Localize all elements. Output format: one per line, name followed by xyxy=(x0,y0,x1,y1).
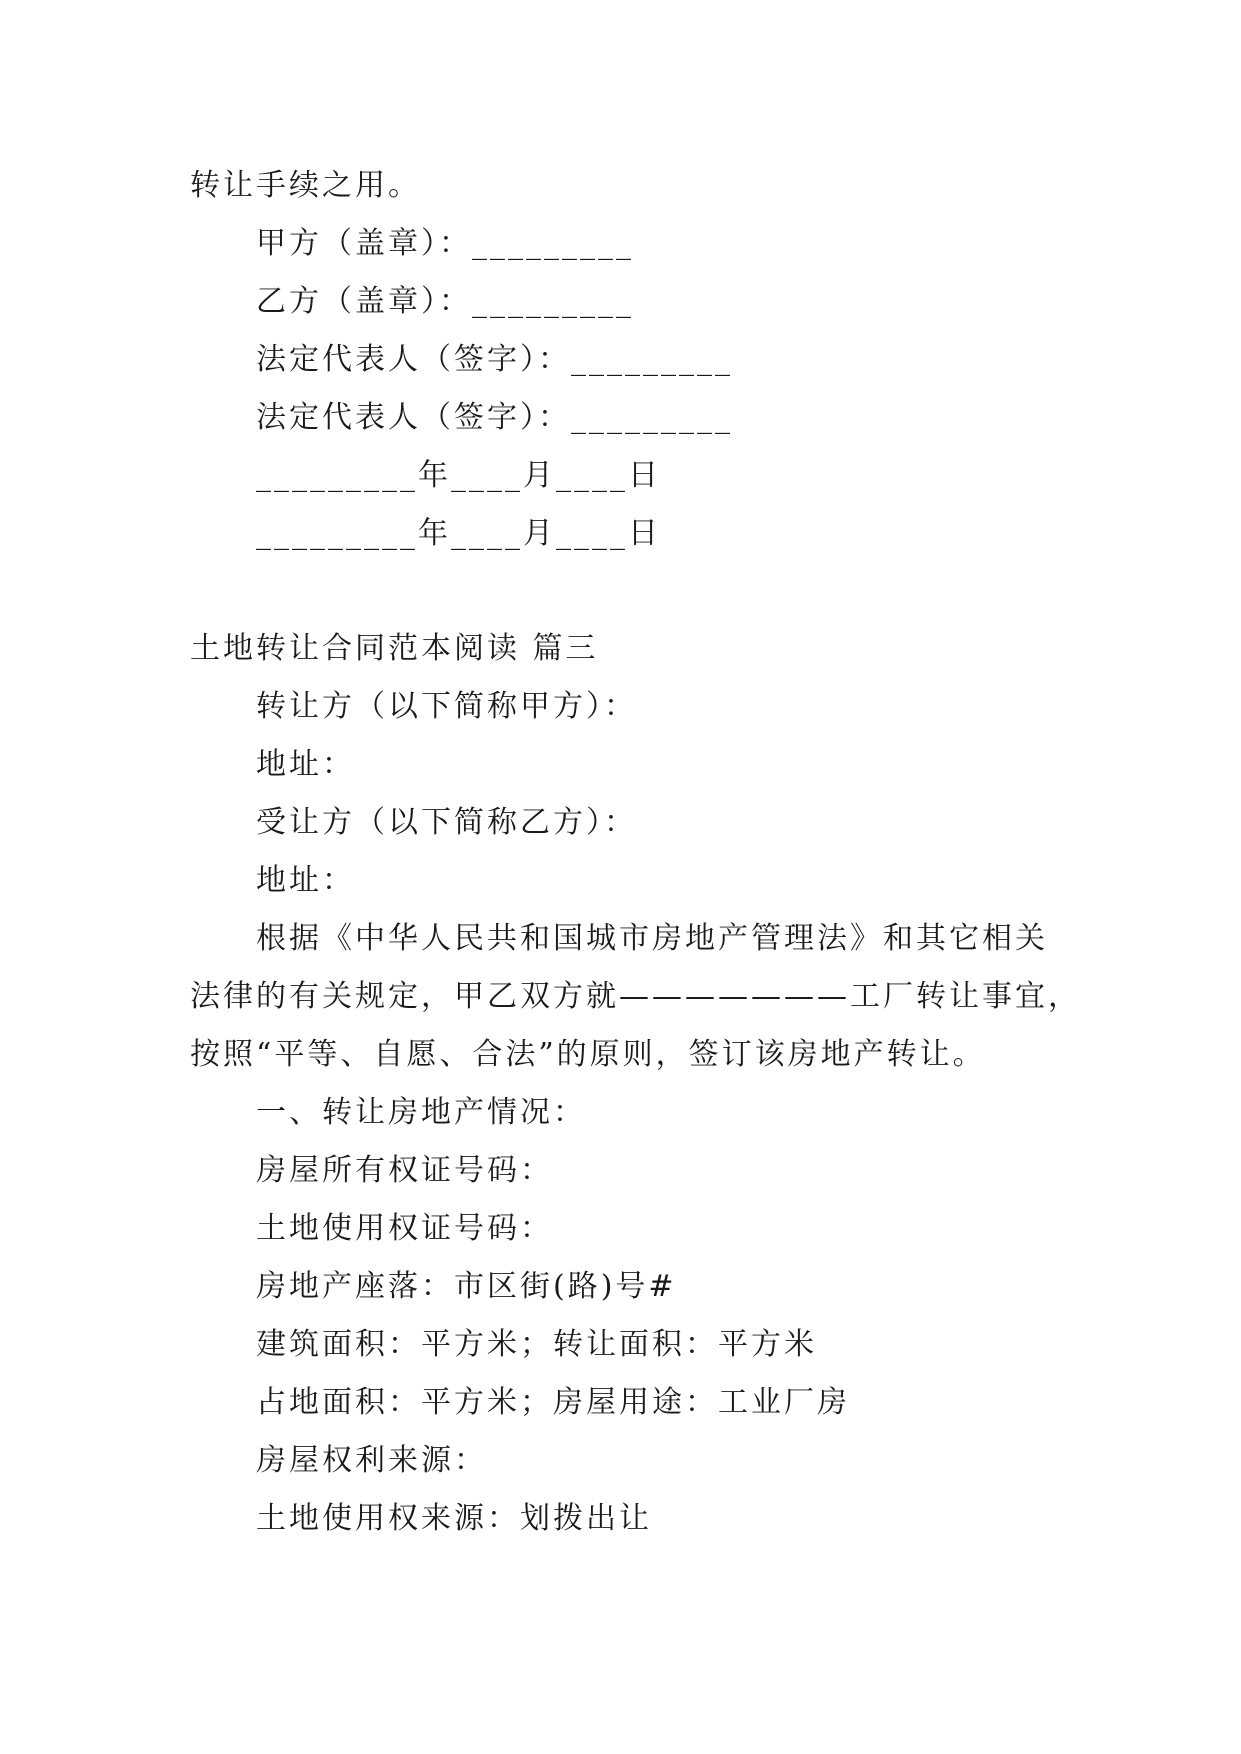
party-a-seal-line: 甲方（盖章）：_________ xyxy=(256,226,634,261)
date-line-2: _________年____月____日 xyxy=(256,516,661,551)
paragraph-line-3: 按照“平等、自愿、合法”的原则，签订该房地产转让。 xyxy=(190,1037,986,1072)
area-line-2: 占地面积：平方米；房屋用途：工业厂房 xyxy=(256,1385,850,1420)
transferee-address-line: 地址： xyxy=(256,863,355,898)
area-line-1: 建筑面积：平方米；转让面积：平方米 xyxy=(256,1327,817,1362)
paragraph-line-1: 根据《中华人民共和国城市房地产管理法》和其它相关 xyxy=(256,921,1048,956)
date-line-1: _________年____月____日 xyxy=(256,458,661,493)
transferor-address-line: 地址： xyxy=(256,747,355,782)
transferor-line: 转让方（以下简称甲方）： xyxy=(256,689,637,724)
paragraph-line-2: 法律的有关规定，甲乙双方就———————工厂转让事宜， xyxy=(190,979,1081,1014)
text-line-1: 转让手续之用。 xyxy=(190,168,421,203)
party-b-seal-line: 乙方（盖章）：_________ xyxy=(256,284,634,319)
transferee-line: 受让方（以下简称乙方）： xyxy=(256,805,637,840)
land-rights-source-line: 土地使用权来源：划拨出让 xyxy=(256,1501,652,1536)
land-certificate-line: 土地使用权证号码： xyxy=(256,1211,553,1246)
section-heading: 土地转让合同范本阅读 篇三 xyxy=(190,631,599,666)
legal-rep-signature-line-1: 法定代表人（签字）：_________ xyxy=(256,342,733,377)
house-rights-source-line: 房屋权利来源： xyxy=(256,1443,487,1478)
house-certificate-line: 房屋所有权证号码： xyxy=(256,1153,553,1188)
clause-heading: 一、转让房地产情况： xyxy=(256,1095,586,1130)
legal-rep-signature-line-2: 法定代表人（签字）：_________ xyxy=(256,400,733,435)
location-line: 房地产座落：市区街(路)号# xyxy=(256,1269,677,1304)
